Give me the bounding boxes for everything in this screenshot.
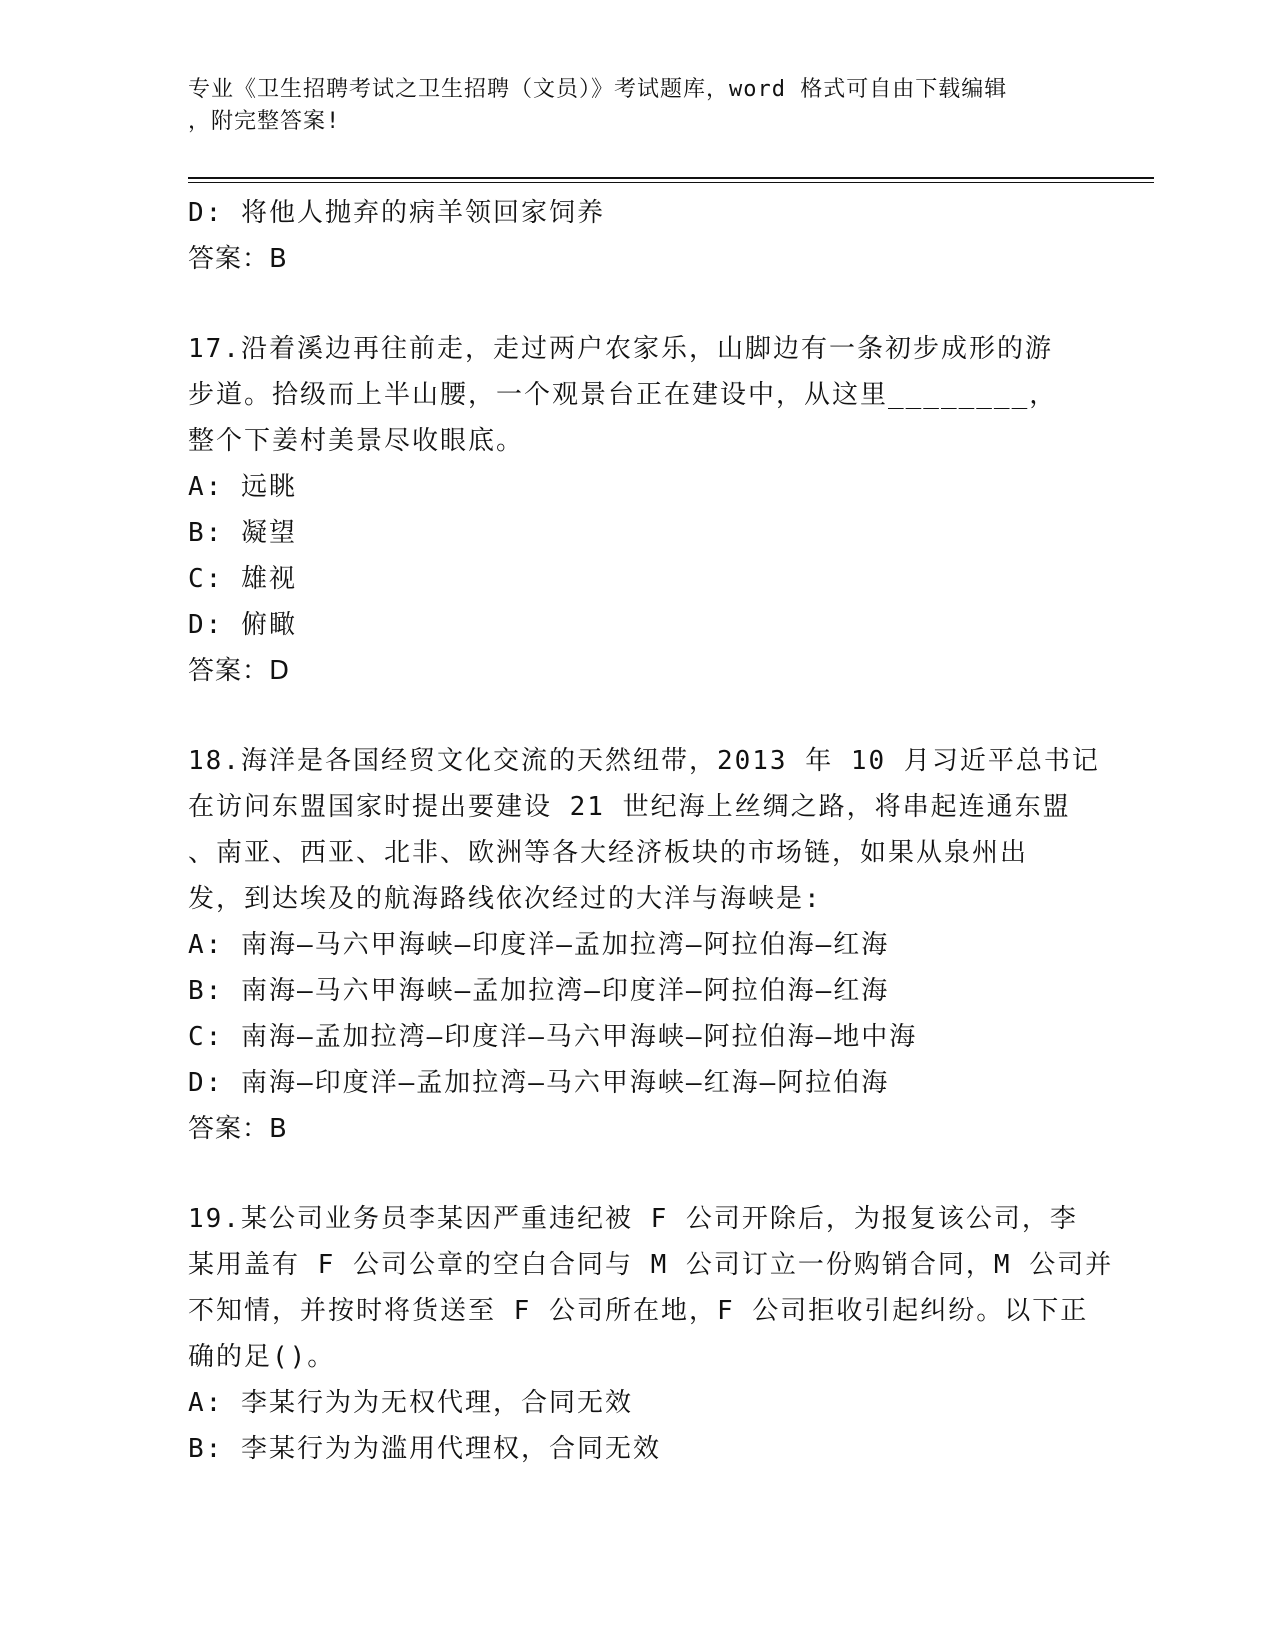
question-stem-line: 某用盖有 F 公司公章的空白合同与 M 公司订立一份购销合同，M 公司并 [188,1250,1114,1280]
question-stem-line: 、南亚、西亚、北非、欧洲等各大经济板块的市场链，如果从泉州出 [188,838,1029,868]
option-b: B: 南海—马六甲海峡—孟加拉湾—印度洋—阿拉伯海—红海 [188,976,890,1006]
option-d: D: 南海—印度洋—孟加拉湾—马六甲海峡—红海—阿拉伯海 [188,1068,890,1098]
option-c: C: 雄视 [188,564,297,594]
answer: 答案：B [188,1114,288,1144]
question-stem-line: 在访问东盟国家时提出要建设 21 世纪海上丝绸之路，将串起连通东盟 [188,792,1071,822]
option-b: B: 凝望 [188,518,297,548]
header-divider-thick [188,177,1154,179]
spacer [188,1152,1088,1196]
question-17 [188,326,1088,694]
option-a: A: 南海—马六甲海峡—印度洋—孟加拉湾—阿拉伯海—红海 [188,930,890,960]
header-line-1: 专业《卫生招聘考试之卫生招聘（文员）》考试题库，word 格式可自由下载编辑 [188,77,1008,102]
spacer [188,694,1088,738]
question-16 [188,190,1088,282]
question-list [188,190,1114,1472]
question-stem-line: 整个下姜村美景尽收眼底。 [188,426,525,456]
option-a: A: 远眺 [188,472,297,502]
question-18 [188,738,1100,1152]
spacer [188,282,1088,326]
question-stem-line: 17.沿着溪边再往前走，走过两户农家乐，山脚边有一条初步成形的游 [188,334,1053,364]
question-stem-line: 步道。拾级而上半山腰，一个观景台正在建设中，从这里________， [188,380,1058,410]
question-stem-line: 19.某公司业务员李某因严重违纪被 F 公司开除后，为报复该公司，李 [188,1204,1078,1234]
question-stem-line: 不知情，并按时将货送至 F 公司所在地，F 公司拒收引起纠纷。以下正 [188,1296,1089,1326]
page-header [188,74,1068,138]
question-19 [188,1196,1114,1472]
option-c: C: 南海—孟加拉湾—印度洋—马六甲海峡—阿拉伯海—地中海 [188,1022,918,1052]
option-a: A: 李某行为为无权代理，合同无效 [188,1388,633,1418]
question-stem-line: 18.海洋是各国经贸文化交流的天然纽带，2013 年 10 月习近平总书记 [188,746,1100,776]
option-d: D: 俯瞰 [188,610,297,640]
answer: 答案：B [188,244,288,274]
answer: 答案：D [188,656,291,686]
header-line-2: ，附完整答案! [188,109,341,134]
option-b: B: 李某行为为滥用代理权，合同无效 [188,1434,661,1464]
option-d: D: 将他人抛弃的病羊领回家饲养 [188,198,605,228]
question-stem-line: 发，到达埃及的航海路线依次经过的大洋与海峡是: [188,884,822,914]
header-divider-thin [188,182,1154,183]
question-stem-line: 确的足()。 [188,1342,336,1372]
